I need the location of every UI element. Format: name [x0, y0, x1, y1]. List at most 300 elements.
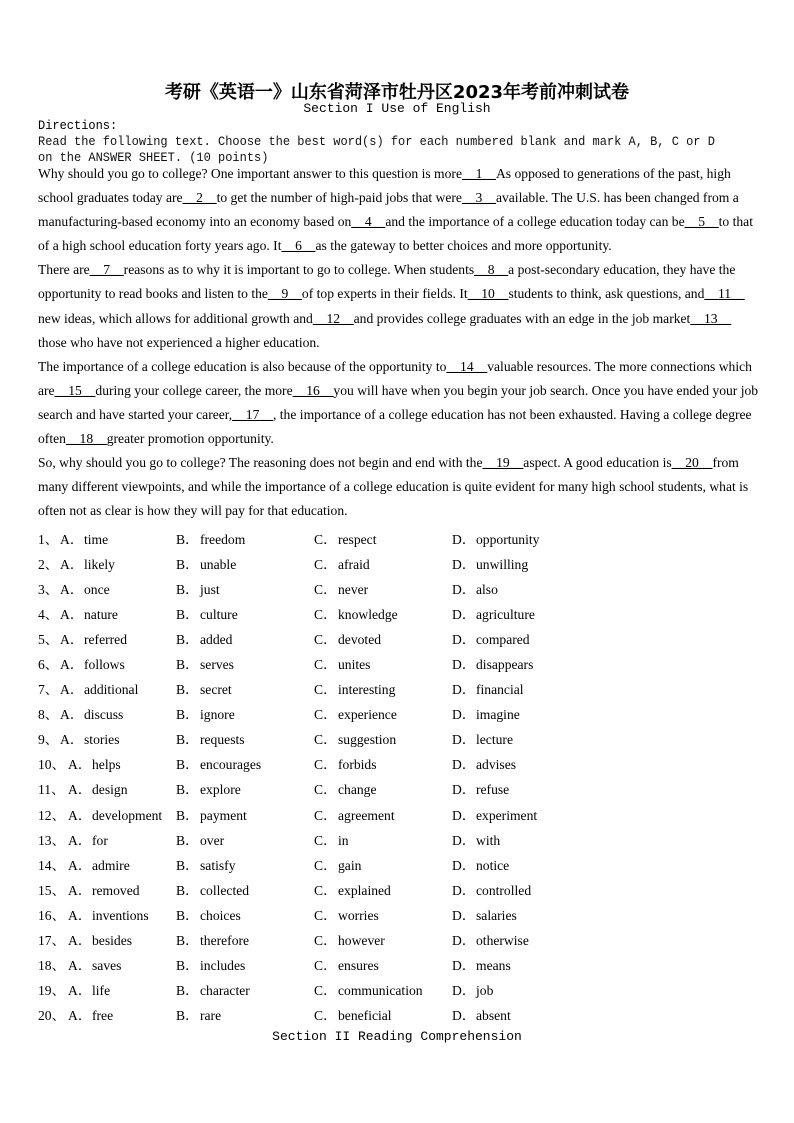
option-letter: D．: [452, 882, 476, 898]
exam-title: 考研《英语一》山东省菏泽市牡丹区2023年考前冲刺试卷: [164, 82, 630, 103]
question-number: 15、: [38, 882, 66, 898]
option-b[interactable]: [176, 854, 236, 874]
option-word: however: [338, 933, 385, 949]
option-letter: C．: [314, 732, 337, 748]
option-d[interactable]: [452, 778, 509, 798]
option-word: also: [476, 581, 498, 597]
option-letter: B．: [176, 832, 199, 848]
option-word: requests: [200, 732, 245, 748]
option-c[interactable]: [314, 553, 370, 573]
option-c[interactable]: [314, 603, 398, 623]
option-c[interactable]: [314, 904, 379, 924]
question-row: [38, 776, 758, 801]
option-c[interactable]: [314, 879, 391, 899]
option-b[interactable]: [176, 578, 220, 598]
section-2-title: Section II Reading Comprehension: [272, 1029, 522, 1044]
passage-text: So, why should you go to college? The reasoning does not begin and end with the: [38, 455, 483, 471]
passage-text: a post-secondary education, they have the opportunity to read books and listen to the: [38, 262, 736, 302]
option-letter: D．: [452, 933, 476, 949]
passage-text: There are: [38, 262, 90, 278]
option-word: follows: [84, 657, 125, 673]
question-number: 11、: [38, 782, 65, 798]
option-word: helps: [92, 757, 121, 773]
option-word: advises: [476, 757, 517, 773]
question-row: [38, 801, 758, 826]
option-b[interactable]: [176, 1004, 221, 1024]
option-word: likely: [84, 556, 115, 572]
option-word: compared: [476, 631, 530, 647]
option-word: lecture: [476, 732, 513, 748]
option-letter: C．: [314, 657, 337, 673]
option-letter: A．: [68, 807, 92, 823]
option-b[interactable]: [176, 603, 238, 623]
option-d[interactable]: [452, 929, 529, 949]
option-word: with: [476, 832, 501, 848]
option-b[interactable]: [176, 804, 247, 824]
option-a[interactable]: [68, 778, 128, 798]
option-word: suggestion: [338, 732, 397, 748]
option-d[interactable]: [452, 854, 509, 874]
passage-text: , the importance of a college education has not been exhausted. Having a college degree often: [38, 406, 752, 447]
option-word: besides: [92, 933, 133, 949]
option-a[interactable]: [68, 879, 140, 899]
option-word: secret: [200, 682, 232, 698]
option-letter: C．: [314, 1008, 337, 1024]
option-d[interactable]: [452, 1004, 511, 1024]
option-c[interactable]: [314, 778, 377, 798]
option-letter: B．: [176, 606, 199, 622]
option-letter: A．: [68, 933, 92, 949]
option-letter: B．: [176, 631, 199, 647]
option-letter: C．: [314, 631, 337, 647]
passage-text: of top experts in their fields. It: [301, 286, 468, 302]
question-row: [38, 1002, 758, 1027]
option-word: gain: [338, 857, 362, 873]
option-a[interactable]: [60, 553, 115, 573]
numbered-blank: __7__: [89, 262, 124, 278]
option-word: satisfy: [200, 857, 236, 873]
passage-text: aspect. A good education is: [523, 455, 672, 471]
option-letter: D．: [452, 707, 476, 723]
option-d[interactable]: [452, 904, 517, 924]
option-word: salaries: [476, 907, 517, 923]
option-b[interactable]: [176, 528, 245, 548]
option-word: just: [200, 581, 220, 597]
passage-text: to that of a high school education forty years ago. It: [38, 214, 753, 254]
option-a[interactable]: [68, 829, 108, 849]
option-letter: B．: [176, 657, 199, 673]
option-letter: D．: [452, 832, 476, 848]
option-letter: A．: [60, 531, 84, 547]
option-word: design: [92, 782, 128, 798]
option-letter: D．: [452, 857, 476, 873]
option-letter: B．: [176, 1008, 199, 1024]
question-row: [38, 625, 758, 650]
option-b[interactable]: [176, 778, 241, 798]
option-letter: A．: [68, 782, 92, 798]
option-b[interactable]: [176, 954, 245, 974]
option-a[interactable]: [68, 1004, 113, 1024]
option-letter: A．: [68, 757, 92, 773]
option-letter: C．: [314, 807, 337, 823]
option-letter: B．: [176, 807, 199, 823]
question-row: [38, 676, 758, 701]
option-word: unwilling: [476, 556, 529, 572]
option-b[interactable]: [176, 653, 234, 673]
option-b[interactable]: [176, 678, 232, 698]
numbered-blank: __19__: [482, 455, 524, 471]
option-word: rare: [200, 1008, 222, 1024]
option-letter: B．: [176, 707, 199, 723]
option-letter: C．: [314, 682, 337, 698]
numbered-blank: __10__: [467, 286, 509, 302]
option-letter: C．: [314, 581, 337, 597]
option-word: respect: [338, 531, 377, 547]
option-a[interactable]: [60, 628, 127, 648]
option-d[interactable]: [452, 829, 500, 849]
option-word: once: [84, 581, 110, 597]
option-b[interactable]: [176, 703, 235, 723]
option-letter: A．: [60, 556, 84, 572]
option-a[interactable]: [60, 728, 120, 748]
option-d[interactable]: [452, 954, 511, 974]
passage-text: as the gateway to better choices and more opportunity.: [315, 238, 612, 254]
numbered-blank: __9__: [267, 286, 302, 302]
option-d[interactable]: [452, 578, 498, 598]
option-word: discuss: [84, 707, 124, 723]
option-a[interactable]: [68, 929, 132, 949]
option-a[interactable]: [60, 653, 125, 673]
question-row: [38, 927, 758, 952]
numbered-blank: __14__: [446, 358, 488, 374]
option-c[interactable]: [314, 829, 349, 849]
option-c[interactable]: [314, 804, 395, 824]
numbered-blank: __4__: [351, 214, 386, 230]
numbered-blank: __17__: [232, 406, 273, 422]
option-letter: C．: [314, 757, 337, 773]
option-letter: C．: [314, 857, 337, 873]
numbered-blank: __1__: [461, 166, 496, 181]
option-word: serves: [200, 657, 234, 673]
option-word: nature: [84, 606, 118, 622]
option-letter: C．: [314, 556, 337, 572]
option-letter: B．: [176, 958, 199, 974]
option-word: opportunity: [476, 531, 540, 547]
option-b[interactable]: [176, 929, 249, 949]
option-b[interactable]: [176, 728, 245, 748]
option-c[interactable]: [314, 753, 377, 773]
option-word: unites: [338, 657, 371, 673]
option-d[interactable]: [452, 628, 530, 648]
numbered-blank: __5__: [684, 214, 719, 230]
question-row: [38, 977, 758, 1002]
option-word: development: [92, 807, 163, 823]
option-a[interactable]: [68, 904, 149, 924]
option-c[interactable]: [314, 628, 381, 648]
option-b[interactable]: [176, 904, 241, 924]
option-word: forbids: [338, 757, 377, 773]
option-word: notice: [476, 857, 510, 873]
option-word: freedom: [200, 531, 246, 547]
question-row: [38, 701, 758, 726]
option-word: imagine: [476, 707, 520, 723]
option-letter: D．: [452, 556, 476, 572]
option-letter: A．: [60, 707, 84, 723]
option-word: means: [476, 958, 511, 974]
option-d[interactable]: [452, 653, 533, 673]
option-word: character: [200, 983, 250, 999]
option-letter: A．: [60, 732, 84, 748]
option-letter: C．: [314, 933, 337, 949]
question-number: 5、: [38, 631, 59, 647]
option-c[interactable]: [314, 653, 370, 673]
option-letter: A．: [60, 631, 84, 647]
option-letter: D．: [452, 657, 476, 673]
question-number: 3、: [38, 581, 59, 597]
passage-text: The importance of a college education is also because of the opportunity to: [38, 358, 447, 374]
option-word: payment: [200, 807, 247, 823]
passage-text: from many different viewpoints, and while the importance of a college education is quite evident for many high school students, what is often not as clear is how they will pay for that education.: [38, 455, 749, 519]
option-d[interactable]: [452, 753, 516, 773]
option-letter: D．: [452, 732, 476, 748]
option-c[interactable]: [314, 578, 368, 598]
passage-paragraph: [38, 162, 760, 258]
option-c[interactable]: [314, 954, 379, 974]
option-c[interactable]: [314, 1004, 392, 1024]
option-letter: D．: [452, 581, 476, 597]
option-letter: B．: [176, 581, 199, 597]
option-word: agreement: [338, 807, 395, 823]
option-word: absent: [476, 1008, 511, 1024]
numbered-blank: __12__: [312, 310, 354, 326]
option-word: unable: [200, 556, 237, 572]
numbered-blank: __6__: [281, 238, 316, 254]
option-word: collected: [200, 882, 250, 898]
option-letter: B．: [176, 757, 199, 773]
option-word: explore: [200, 782, 241, 798]
passage-text: Why should you go to college? One important answer to this question is more: [38, 166, 462, 181]
option-word: for: [92, 832, 108, 848]
option-word: knowledge: [338, 606, 398, 622]
question-row: [38, 826, 758, 851]
option-letter: A．: [68, 882, 92, 898]
option-letter: C．: [314, 707, 337, 723]
option-letter: A．: [60, 682, 84, 698]
option-word: life: [92, 983, 111, 999]
option-c[interactable]: [314, 854, 361, 874]
question-row: [38, 550, 758, 575]
question-row: [38, 600, 758, 625]
passage-text: new ideas, which allows for additional growth and: [38, 310, 313, 326]
numbered-blank: __3__: [461, 190, 496, 206]
option-letter: B．: [176, 933, 199, 949]
option-letter: D．: [452, 631, 476, 647]
option-letter: C．: [314, 958, 337, 974]
option-letter: C．: [314, 983, 337, 999]
option-letter: C．: [314, 907, 337, 923]
option-word: change: [338, 782, 377, 798]
option-word: interesting: [338, 682, 396, 698]
option-word: in: [338, 832, 349, 848]
option-a[interactable]: [60, 703, 123, 723]
option-letter: D．: [452, 757, 476, 773]
option-c[interactable]: [314, 929, 385, 949]
question-number: 14、: [38, 857, 66, 873]
option-b[interactable]: [176, 879, 249, 899]
question-row: [38, 876, 758, 901]
question-row: [38, 851, 758, 876]
option-word: free: [92, 1008, 114, 1024]
option-letter: D．: [452, 807, 476, 823]
option-word: experience: [338, 707, 397, 723]
option-d[interactable]: [452, 553, 528, 573]
option-a[interactable]: [68, 753, 121, 773]
option-word: admire: [92, 857, 130, 873]
option-a[interactable]: [60, 678, 138, 698]
numbered-blank: __15__: [54, 382, 96, 398]
option-d[interactable]: [452, 603, 535, 623]
option-word: referred: [84, 631, 128, 647]
option-a[interactable]: [68, 954, 121, 974]
question-row: [38, 901, 758, 926]
option-word: otherwise: [476, 933, 529, 949]
answer-options: [38, 525, 758, 1027]
option-word: ignore: [200, 707, 235, 723]
option-d[interactable]: [452, 678, 524, 698]
option-word: experiment: [476, 807, 538, 823]
question-number: 18、: [38, 958, 66, 974]
numbered-blank: __13__: [690, 310, 732, 326]
option-letter: B．: [176, 556, 199, 572]
option-word: afraid: [338, 556, 370, 572]
passage-text: to get the number of high-paid jobs that were: [216, 190, 462, 206]
option-d[interactable]: [452, 879, 531, 899]
option-word: over: [200, 832, 225, 848]
option-letter: D．: [452, 958, 476, 974]
passage-text: As opposed to generations of the past, high school graduates today are: [38, 166, 731, 206]
option-letter: C．: [314, 606, 337, 622]
option-letter: C．: [314, 882, 337, 898]
option-c[interactable]: [314, 678, 395, 698]
question-number: 10、: [38, 757, 66, 773]
numbered-blank: __16__: [292, 382, 334, 398]
option-word: refuse: [476, 782, 510, 798]
option-letter: A．: [68, 832, 92, 848]
passage-text: greater promotion opportunity.: [106, 431, 274, 447]
passage-text: and the importance of a college education today can be: [385, 214, 685, 230]
passage-text: reasons as to why it is important to go to college. When students: [123, 262, 475, 278]
option-letter: D．: [452, 907, 476, 923]
option-b[interactable]: [176, 753, 261, 773]
numbered-blank: __20__: [671, 455, 713, 471]
option-letter: D．: [452, 983, 476, 999]
option-letter: A．: [60, 657, 84, 673]
option-word: controlled: [476, 882, 532, 898]
option-a[interactable]: [68, 804, 162, 824]
option-word: worries: [338, 907, 379, 923]
directions-text: Read the following text. Choose the best word(s) for each numbered blank and mark A, B, C or D on the ANSWER SHEET. (10 points): [38, 135, 715, 165]
question-row: [38, 525, 758, 550]
option-letter: C．: [314, 782, 337, 798]
question-number: 9、: [38, 732, 59, 748]
numbered-blank: __18__: [65, 431, 107, 447]
option-word: added: [200, 631, 233, 647]
option-word: financial: [476, 682, 524, 698]
option-d[interactable]: [452, 703, 520, 723]
option-word: inventions: [92, 907, 149, 923]
option-a[interactable]: [68, 979, 110, 999]
passage-text: available. The U.S. has been changed from a manufacturing-based economy into an economy based on: [38, 190, 739, 230]
option-letter: B．: [176, 682, 199, 698]
option-word: saves: [92, 958, 122, 974]
section-1-title: Section I Use of English: [303, 101, 491, 116]
option-letter: B．: [176, 907, 199, 923]
option-b[interactable]: [176, 979, 250, 999]
option-a[interactable]: [60, 578, 110, 598]
option-a[interactable]: [60, 603, 118, 623]
option-letter: A．: [60, 581, 84, 597]
option-d[interactable]: [452, 979, 493, 999]
passage-paragraph: [38, 355, 760, 451]
option-letter: C．: [314, 832, 337, 848]
option-letter: A．: [60, 606, 84, 622]
option-a[interactable]: [68, 854, 130, 874]
option-letter: A．: [68, 907, 92, 923]
question-row: [38, 952, 758, 977]
passage-paragraph: [38, 451, 760, 523]
cloze-passage: [38, 162, 760, 523]
directions-label: Directions:: [38, 119, 118, 133]
question-row: [38, 751, 758, 776]
option-word: job: [476, 983, 494, 999]
option-c[interactable]: [314, 703, 397, 723]
option-letter: D．: [452, 1008, 476, 1024]
option-letter: B．: [176, 882, 199, 898]
option-a[interactable]: [60, 528, 108, 548]
question-number: 2、: [38, 556, 59, 572]
question-number: 4、: [38, 606, 59, 622]
option-word: encourages: [200, 757, 262, 773]
option-c[interactable]: [314, 728, 396, 748]
passage-paragraph: [38, 258, 760, 354]
option-d[interactable]: [452, 528, 539, 548]
option-d[interactable]: [452, 804, 537, 824]
question-number: 6、: [38, 657, 59, 673]
question-number: 16、: [38, 907, 66, 923]
option-letter: A．: [68, 1008, 92, 1024]
passage-text: during your college career, the more: [95, 382, 293, 398]
option-word: therefore: [200, 933, 250, 949]
option-c[interactable]: [314, 528, 377, 548]
passage-text: valuable resources. The more connections which are: [38, 358, 752, 398]
option-b[interactable]: [176, 628, 232, 648]
option-letter: D．: [452, 782, 476, 798]
option-letter: A．: [68, 958, 92, 974]
numbered-blank: __8__: [474, 262, 509, 278]
question-number: 8、: [38, 707, 59, 723]
option-c[interactable]: [314, 979, 423, 999]
option-word: beneficial: [338, 1008, 392, 1024]
question-number: 12、: [38, 807, 66, 823]
option-word: choices: [200, 907, 241, 923]
option-b[interactable]: [176, 553, 236, 573]
option-word: additional: [84, 682, 139, 698]
option-d[interactable]: [452, 728, 513, 748]
option-word: ensures: [338, 958, 379, 974]
directions: [38, 118, 729, 166]
option-word: culture: [200, 606, 238, 622]
option-b[interactable]: [176, 829, 224, 849]
